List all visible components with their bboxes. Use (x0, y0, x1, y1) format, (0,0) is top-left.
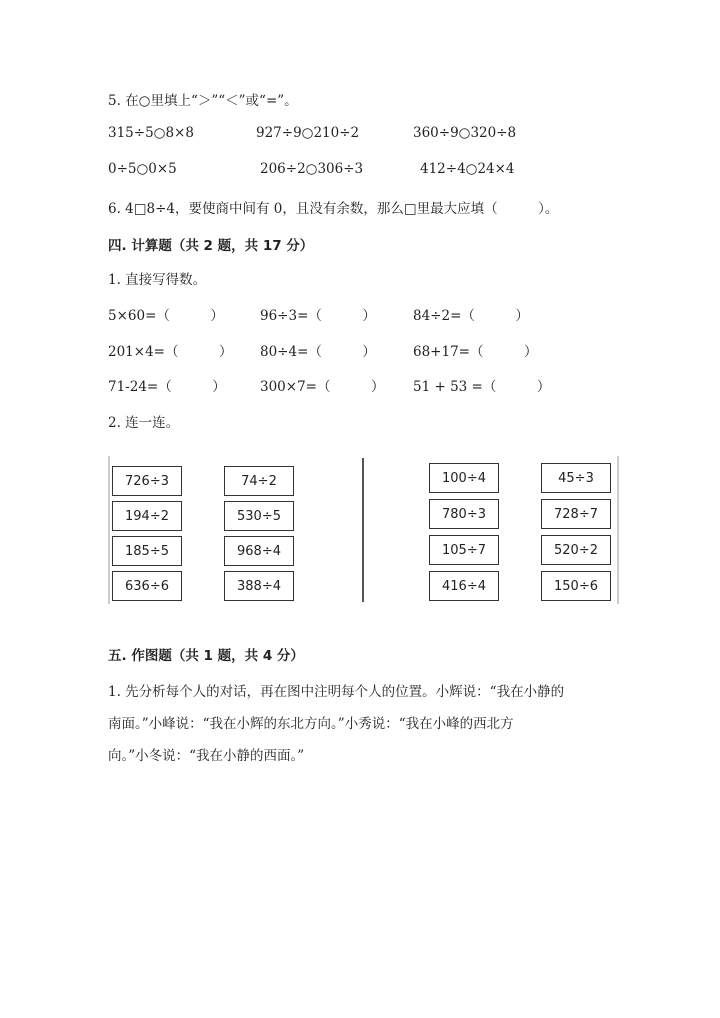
match-box-right[interactable]: 45÷3 (541, 463, 611, 493)
calc-item: 201×4=（ ） (108, 344, 233, 360)
match-box-left[interactable]: 185÷5 (112, 536, 182, 566)
match-divider (362, 458, 364, 602)
q6-text: 6. 4□8÷4，要使商中间有 0，且没有余数，那么□里最大应填（ ）。 (108, 201, 559, 217)
calc-item: 68+17=（ ） (413, 344, 538, 360)
section5-q1-line: 南面。”小峰说：“我在小辉的东北方向。”小秀说：“我在小峰的西北方 (108, 716, 514, 732)
match-box-right[interactable]: 530÷5 (224, 501, 294, 531)
match-frame-edge (108, 456, 110, 604)
match-box-left[interactable]: 636÷6 (112, 571, 182, 601)
calc-item: 80÷4=（ ） (260, 344, 376, 360)
section4-q1-title: 1. 直接写得数。 (108, 272, 207, 288)
match-box-left[interactable]: 100÷4 (429, 463, 499, 493)
q5-title: 5. 在○里填上“＞”“＜”或“=”。 (108, 93, 298, 109)
match-box-right[interactable]: 728÷7 (541, 499, 611, 529)
match-box-left[interactable]: 194÷2 (112, 501, 182, 531)
calc-item: 71-24=（ ） (108, 379, 226, 395)
match-box-left[interactable]: 726÷3 (112, 466, 182, 496)
q5-item: 0÷5○0×5 (108, 161, 177, 177)
calc-item: 300×7=（ ） (260, 379, 385, 395)
section5-heading: 五. 作图题（共 1 题，共 4 分） (108, 648, 304, 664)
section4-heading: 四. 计算题（共 2 题，共 17 分） (108, 238, 314, 254)
match-box-right[interactable]: 388÷4 (224, 571, 294, 601)
q5-item: 412÷4○24×4 (420, 161, 515, 177)
match-box-left[interactable]: 780÷3 (429, 499, 499, 529)
match-box-left[interactable]: 105÷7 (429, 535, 499, 565)
match-box-left[interactable]: 416÷4 (429, 571, 499, 601)
match-box-right[interactable]: 968÷4 (224, 536, 294, 566)
section4-q2-title: 2. 连一连。 (108, 415, 180, 431)
calc-item: 96÷3=（ ） (260, 308, 376, 324)
calc-item: 51 + 53 =（ ） (413, 379, 551, 395)
match-box-right[interactable]: 520÷2 (541, 535, 611, 565)
calc-item: 84÷2=（ ） (413, 308, 529, 324)
match-box-right[interactable]: 150÷6 (541, 571, 611, 601)
match-frame-edge (617, 456, 619, 604)
match-box-right[interactable]: 74÷2 (224, 466, 294, 496)
q5-item: 206÷2○306÷3 (260, 161, 364, 177)
q5-item: 360÷9○320÷8 (413, 125, 517, 141)
section5-q1-line: 1. 先分析每个人的对话，再在图中注明每个人的位置。小辉说：“我在小静的 (108, 684, 565, 700)
section5-q1-line: 向。”小冬说：“我在小静的西面。” (108, 748, 305, 764)
q5-item: 315÷5○8×8 (108, 125, 194, 141)
calc-item: 5×60=（ ） (108, 308, 224, 324)
q5-item: 927÷9○210÷2 (256, 125, 360, 141)
